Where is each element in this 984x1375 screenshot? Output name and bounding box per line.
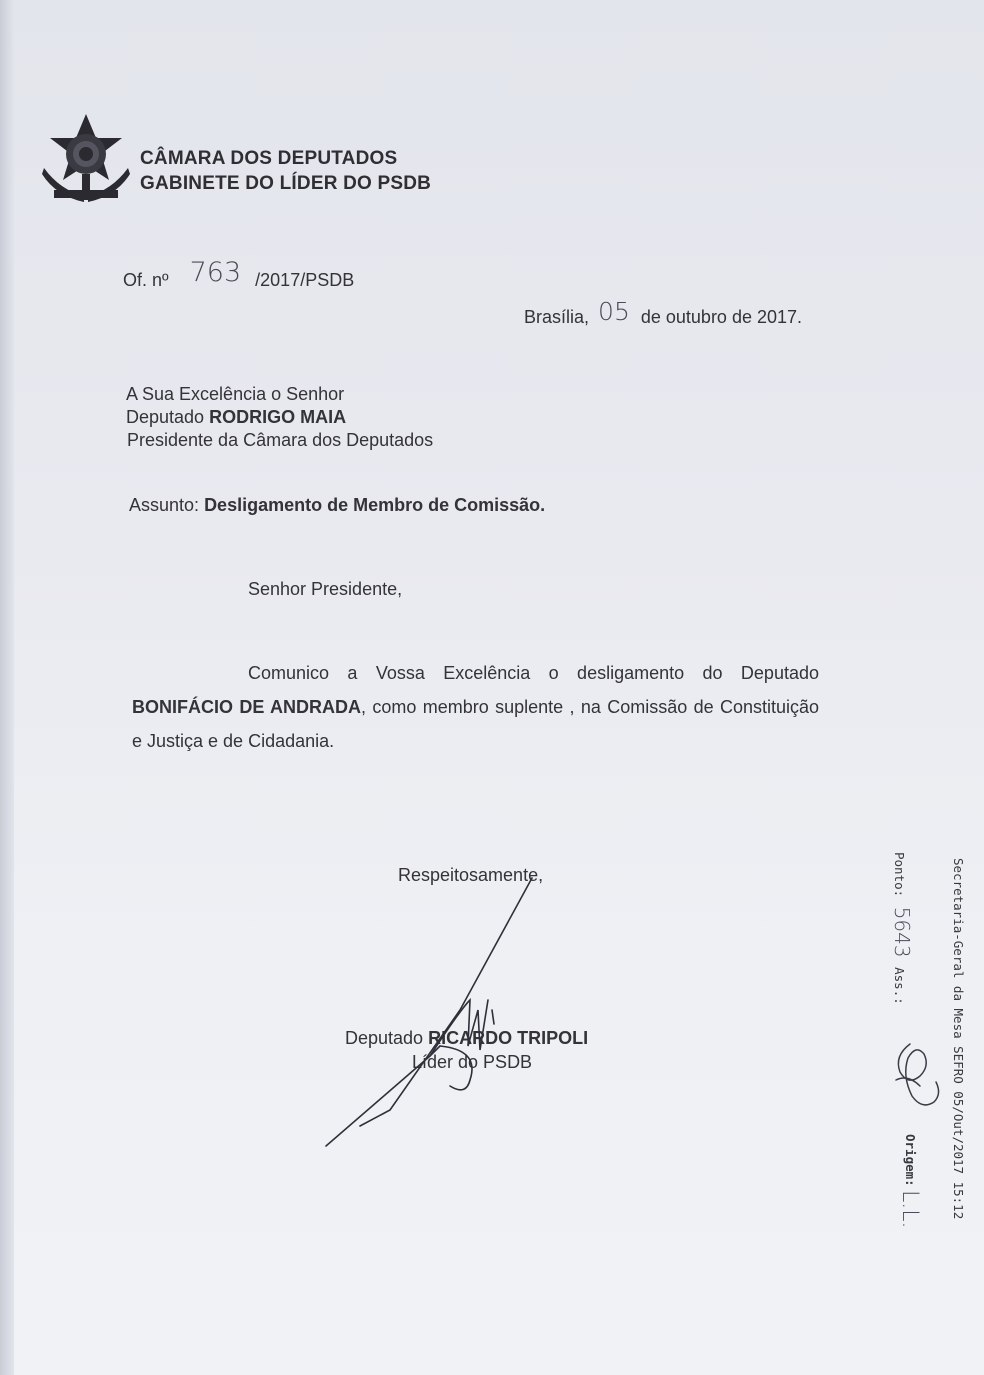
signatory-title: Deputado	[345, 1028, 424, 1048]
recipient-line-3: Presidente da Câmara dos Deputados	[127, 430, 434, 450]
brazil-coat-of-arms-icon	[40, 112, 132, 208]
reference-prefix: Of. nº	[123, 270, 169, 290]
closing: Respeitosamente,	[398, 865, 544, 885]
stamp-ass-label: Ass.:	[892, 967, 907, 1005]
date-city: Brasília,	[524, 307, 590, 327]
subject-line	[129, 495, 545, 516]
recipient-name: RODRIGO MAIA	[209, 407, 347, 427]
body-part-1: Comunico a Vossa Excelência o desligamento do Deputado	[248, 663, 819, 683]
date-rest: de outubro de 2017.	[640, 307, 803, 327]
recipient-line-2	[126, 407, 346, 428]
letterhead-line-1: CÂMARA DOS DEPUTADOS	[140, 148, 398, 169]
reference-suffix: /2017/PSDB	[255, 270, 355, 290]
body-part-2: , como membro suplente , na Comissão de Constituição e Justiça e de Cidadania.	[132, 697, 820, 751]
date-line	[524, 297, 803, 329]
handwritten-signature	[320, 860, 560, 1150]
letterhead-line-2: GABINETE DO LÍDER DO PSDB	[140, 173, 432, 194]
receipt-stamp-line-1: Secretaria-Geral da Mesa SEFRO 05/Out/2017 15:12	[951, 858, 966, 1220]
stamp-ponto-value: 5643	[890, 906, 914, 958]
recipient-line-1: A Sua Excelência o Senhor	[126, 384, 345, 404]
salutation: Senhor Presidente,	[248, 579, 403, 599]
stamp-origem-value: L.L.	[897, 1190, 922, 1229]
page-edge-shadow	[0, 0, 14, 1375]
body-deputy-name: BONIFÁCIO DE ANDRADA	[132, 697, 362, 717]
signatory-name: RICARDO TRIPOLI	[428, 1028, 589, 1048]
date-day-handwritten: 05	[598, 297, 630, 326]
signatory-role: Líder do PSDB	[412, 1052, 533, 1072]
stamp-initials-signature	[890, 1036, 946, 1116]
subject-text: Desligamento de Membro de Comissão.	[204, 495, 546, 515]
receipt-stamp-line-2	[890, 852, 914, 1005]
stamp-ponto-label: Ponto:	[892, 852, 907, 898]
recipient-title: Deputado	[126, 407, 205, 427]
stamp-origem-label: Origem:	[903, 1134, 918, 1187]
body-paragraph	[132, 656, 819, 758]
reference-line	[123, 257, 355, 293]
reference-number-handwritten: 763	[189, 257, 242, 288]
subject-label: Assunto:	[129, 495, 200, 515]
